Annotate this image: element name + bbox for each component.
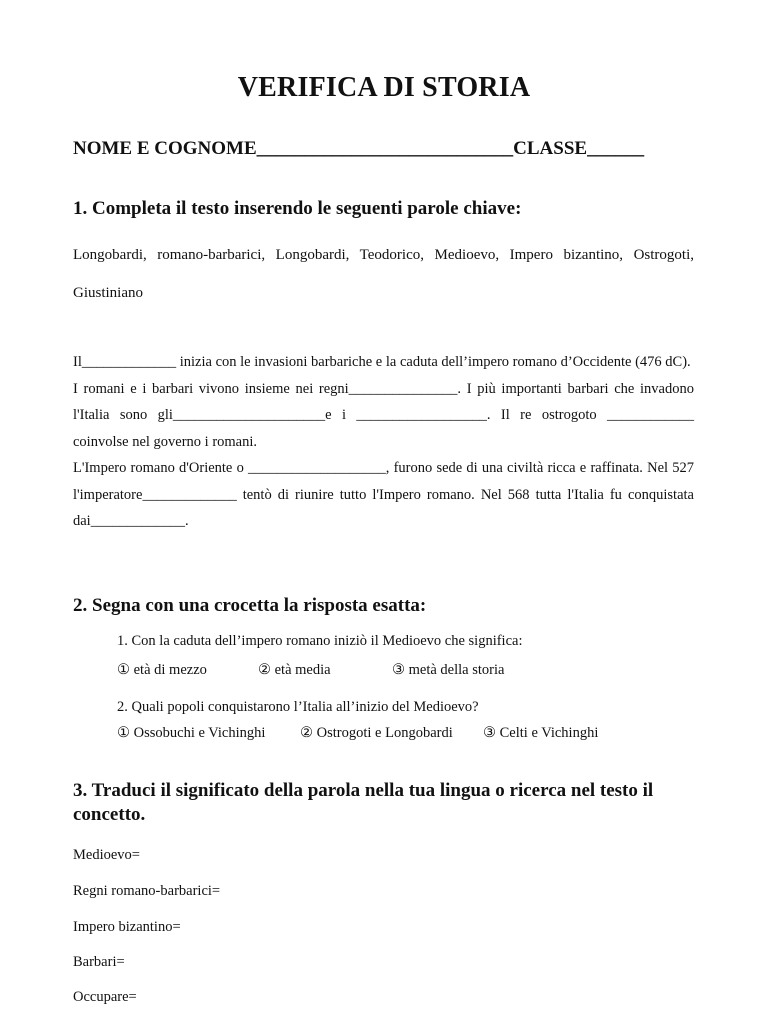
fill-paragraph: I romani e i barbari vivono insieme nei regni_______________. I più importanti barbari che invadono l'Italia sono gli_____________________e i __________________. Il re ostrogoto ____________ coinvolse nel governo i romani. (73, 380, 694, 450)
section-1-heading: 1. Completa il testo inserendo le seguenti parole chiave: (73, 198, 522, 219)
option: ① età di mezzo (117, 662, 207, 678)
option: ② età media (258, 662, 331, 678)
question-1-options (117, 662, 504, 679)
question-2: 2. Quali popoli conquistarono l’Italia all’inizio del Medioevo? (117, 699, 479, 715)
glossary-item: Impero bizantino= (73, 919, 181, 935)
glossary-item: Medioevo= (73, 847, 140, 863)
page-title: VERIFICA DI STORIA (237, 72, 531, 103)
option: ③ metà della storia (392, 662, 505, 678)
option: ① Ossobuchi e Vichinghi (117, 725, 266, 741)
section-3-heading: 3. Traduci il significato della parola nella tua lingua o ricerca nel testo il concetto. (73, 780, 654, 825)
option: ② Ostrogoti e Longobardi (300, 725, 453, 741)
section-2-heading: 2. Segna con una crocetta la risposta esatta: (73, 595, 427, 616)
fill-paragraph: Il_____________ inizia con le invasioni barbariche e la caduta dell’impero romano d’Occidente (476 dC). (73, 354, 691, 370)
name-class-line: NOME E COGNOME___________________________CLASSE______ (73, 138, 645, 159)
fill-in-text (73, 349, 694, 535)
fill-paragraph: L'Impero romano d'Oriente o ___________________, furono sede di una civiltà ricca e raffinata. Nel 527 l'imperatore_____________ tentò di riunire tutto l'Impero romano. Nel 568 tutta l'Italia fu conquistata dai_____________. (73, 460, 694, 529)
glossary-item: Regni romano-barbarici= (73, 883, 221, 899)
question-2-options (117, 725, 598, 742)
keyword-list: Longobardi, romano-barbarici, Longobardi, Teodorico, Medioevo, Impero bizantino, Ostrogoti, Giustiniano (73, 247, 694, 301)
glossary-item: Barbari= (73, 954, 125, 970)
question-1: 1. Con la caduta dell’impero romano iniziò il Medioevo che significa: (117, 633, 523, 649)
option: ③ Celti e Vichinghi (483, 725, 599, 741)
glossary-item: Occupare= (73, 989, 137, 1005)
